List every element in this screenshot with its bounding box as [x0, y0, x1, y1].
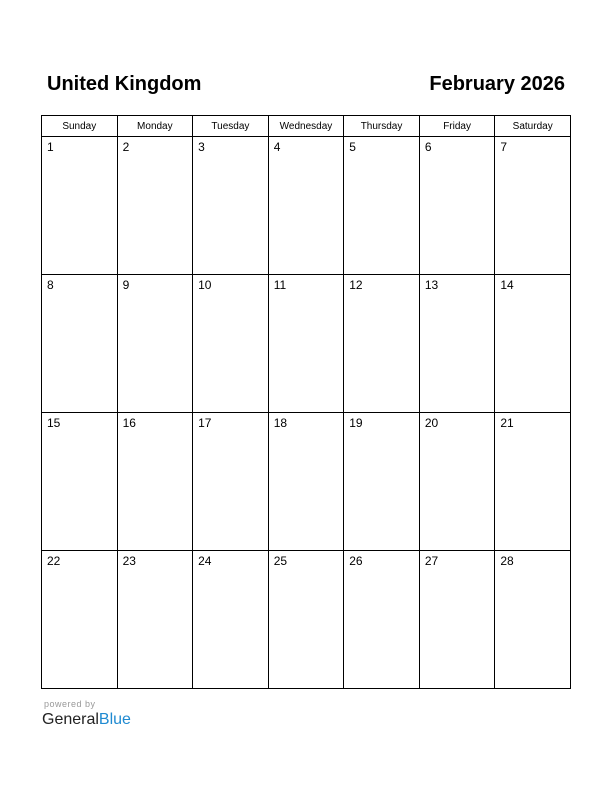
day-number: 12	[349, 278, 363, 292]
day-cell	[193, 413, 269, 551]
day-cell	[193, 275, 269, 413]
weekday-header-tuesday: Tuesday	[193, 116, 269, 137]
calendar-country-title: United Kingdom	[47, 73, 202, 95]
weekday-header-wednesday: Wednesday	[268, 116, 344, 137]
day-number: 28	[500, 554, 514, 568]
weekday-header-saturday: Saturday	[495, 116, 571, 137]
day-cell	[42, 551, 118, 689]
day-number: 27	[424, 554, 439, 568]
day-number: 5	[349, 140, 356, 154]
day-number: 6	[424, 140, 432, 154]
day-number: 25	[273, 554, 288, 568]
day-number: 1	[47, 140, 54, 154]
day-cell	[495, 137, 571, 275]
day-cell	[117, 137, 193, 275]
day-cell	[344, 551, 420, 689]
day-number: 21	[500, 416, 514, 430]
day-number: 7	[500, 140, 508, 154]
day-number: 20	[424, 416, 439, 430]
weekday-header-sunday: Sunday	[42, 116, 118, 137]
day-cell	[117, 275, 193, 413]
day-cell	[117, 551, 193, 689]
day-number: 23	[122, 554, 136, 568]
logo-blue-text: Blue	[98, 711, 131, 728]
day-number: 11	[273, 278, 287, 292]
day-cell	[42, 137, 118, 275]
day-cell	[193, 551, 269, 689]
day-cell	[495, 275, 571, 413]
day-cell	[268, 275, 344, 413]
week-row	[42, 413, 571, 551]
day-number: 3	[198, 140, 205, 154]
day-number: 8	[47, 278, 54, 292]
day-cell	[268, 137, 344, 275]
day-cell	[344, 137, 420, 275]
day-cell	[344, 413, 420, 551]
day-cell	[42, 413, 118, 551]
day-number: 16	[122, 416, 136, 430]
week-row	[42, 275, 571, 413]
day-number: 17	[198, 416, 212, 430]
day-number: 15	[47, 416, 61, 430]
day-number: 19	[349, 416, 363, 430]
day-cell	[42, 275, 118, 413]
powered-by-text: powered by	[44, 699, 96, 709]
day-number: 13	[424, 278, 439, 292]
day-cell	[193, 137, 269, 275]
logo-general-text: General	[42, 711, 99, 728]
day-number: 9	[122, 278, 130, 292]
day-number: 4	[273, 140, 281, 154]
day-cell	[268, 551, 344, 689]
week-row	[42, 137, 571, 275]
weekday-header-friday: Friday	[419, 116, 495, 137]
calendar-month-title: February 2026	[429, 73, 565, 95]
day-number: 22	[47, 554, 61, 568]
calendar-grid	[41, 115, 571, 689]
week-row	[42, 551, 571, 689]
day-number: 18	[273, 416, 288, 430]
weekday-header-row	[42, 116, 571, 137]
day-cell	[268, 413, 344, 551]
day-number: 2	[122, 140, 130, 154]
day-number: 10	[198, 278, 212, 292]
day-cell	[495, 413, 571, 551]
day-cell	[419, 137, 495, 275]
day-cell	[419, 275, 495, 413]
day-cell	[419, 551, 495, 689]
day-number: 26	[349, 554, 363, 568]
day-cell	[419, 413, 495, 551]
generalblue-logo[interactable]	[42, 710, 131, 730]
weekday-header-monday: Monday	[117, 116, 193, 137]
day-cell	[344, 275, 420, 413]
day-number: 14	[500, 278, 514, 292]
day-cell	[117, 413, 193, 551]
weekday-header-thursday: Thursday	[344, 116, 420, 137]
day-cell	[495, 551, 571, 689]
day-number: 24	[198, 554, 212, 568]
